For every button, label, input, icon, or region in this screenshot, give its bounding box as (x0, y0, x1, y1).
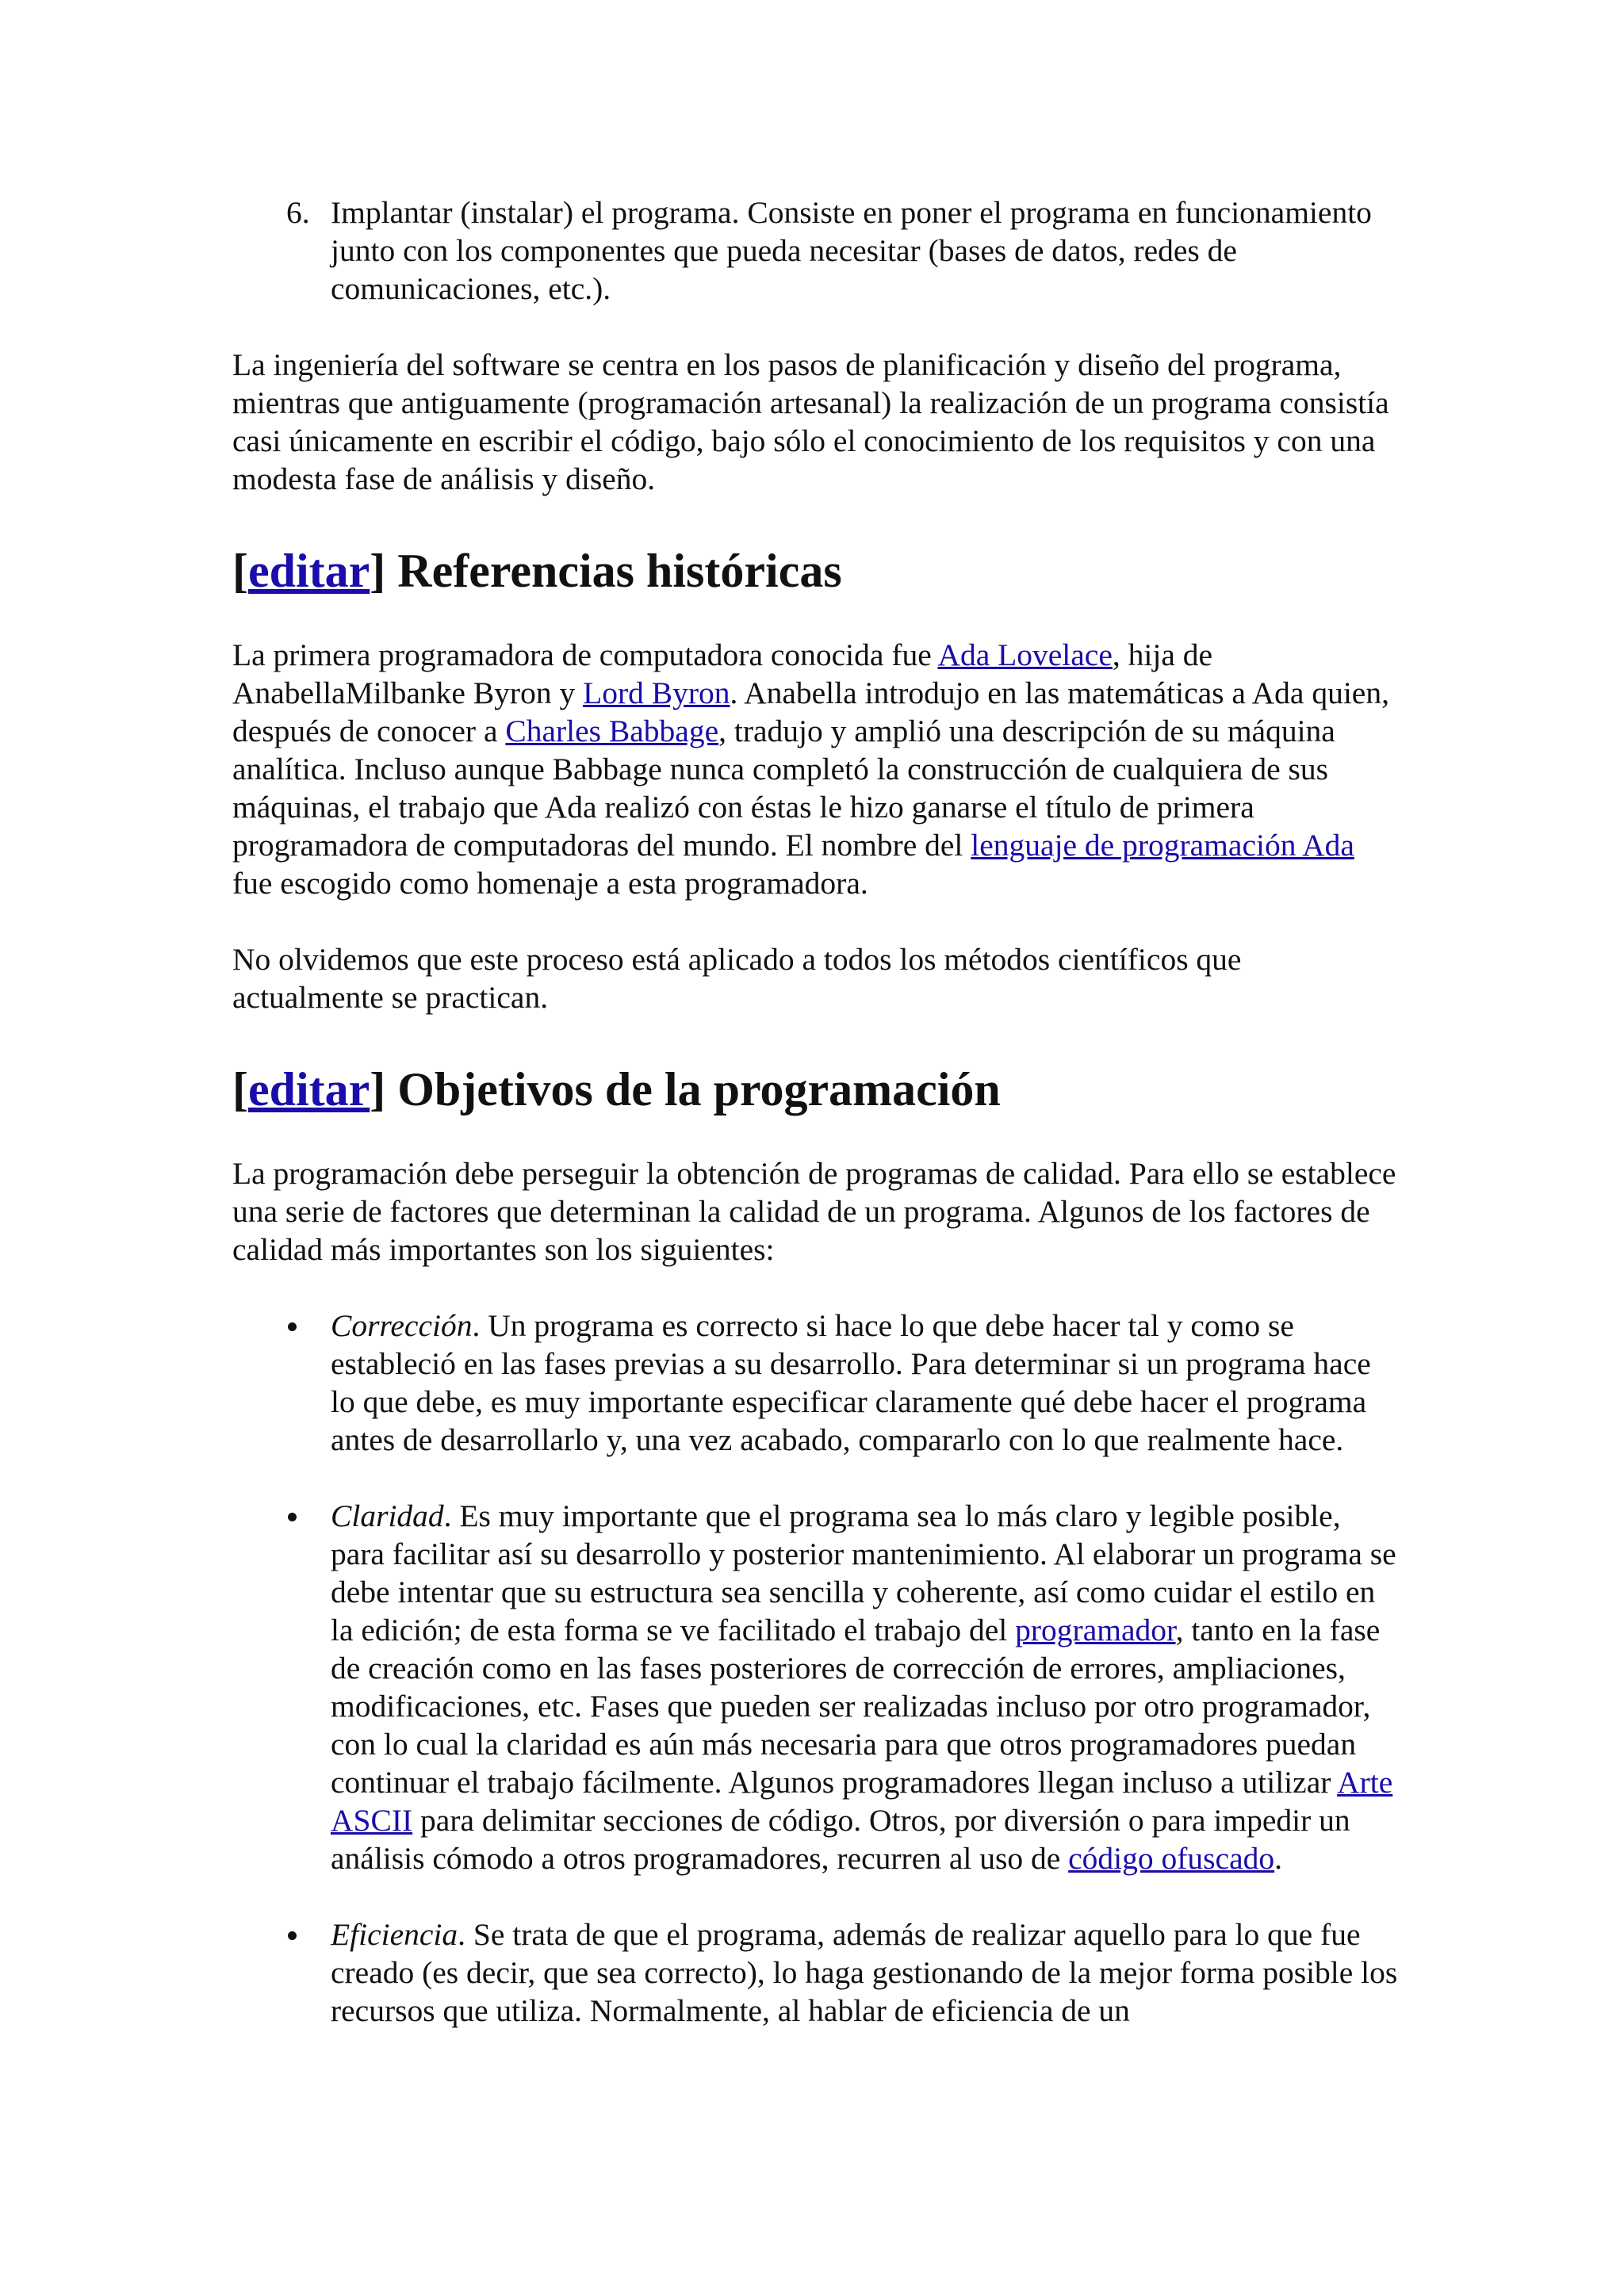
heading-title: Referencias históricas (385, 545, 842, 597)
paragraph-olvidemos: No olvidemos que este proceso está aplicado a todos los métodos científicos que actualmente se practican. (232, 942, 1242, 1015)
text-run: para delimitar secciones de código. Otros, por diversión o para impedir un análisis cómodo a otros programadores, recurren al uso de (331, 1803, 1350, 1876)
paragraph-ingenieria: La ingeniería del software se centra en los pasos de planificación y diseño del programa, mientras que antiguamente (programación artesanal) la realización de un programa consistía casi únicamente en escribir el código, bajo sólo el conocimiento de los requisitos y con una modesta fase de análisis y diseño. (232, 347, 1389, 496)
text-run: , hija de AnabellaMilbanke Byron y (232, 637, 1213, 710)
bullet-term: Eficiencia (331, 1917, 458, 1952)
edit-link-objetivos[interactable]: editar (247, 1063, 370, 1115)
list-item-text: Implantar (instalar) el programa. Consiste en poner el programa en funcionamiento junto con los componentes que pueda necesitar (bases de datos, redes de comunicaciones, etc.). (331, 195, 1372, 306)
list-number-text: 6. (286, 195, 310, 230)
text-run: . Es muy importante que el programa sea lo más claro y legible posible, para facilitar así su desarrollo y posterior mantenimiento. Al elaborar un programa se debe intentar que su estructura sea sencilla y coherente, así como cuidar el estilo en la edición; de esta forma se ve facilitado el trabajo del (331, 1498, 1396, 1647)
text-run: . Un programa es correcto si hace lo que debe hacer tal y como se estableció en las fases previas a su desarrollo. Para determinar si un programa hace lo que debe, es muy importante especificar claramente qué debe hacer el programa antes de desarrollarlo y, una vez acabado, compararlo con lo que realmente hace. (331, 1308, 1371, 1457)
text-run: . Se trata de que el programa, además de realizar aquello para lo que fue creado (es decir, que sea correcto), lo haga gestionando de la mejor forma posible los recursos que utiliza. Normalmente, al hablar de eficiencia de un (331, 1917, 1398, 2028)
bullet-item-claridad (232, 1497, 1398, 1877)
link-codigo-ofuscado[interactable]: código ofuscado (1068, 1841, 1275, 1876)
bracket-open: [ (232, 545, 248, 597)
link-ada-lovelace[interactable]: Ada Lovelace (937, 637, 1113, 672)
bracket-open: [ (232, 1063, 248, 1115)
edit-link-referencias[interactable]: editar (247, 545, 370, 597)
paragraph-calidad: La programación debe perseguir la obtención de programas de calidad. Para ello se establece una serie de factores que determinan la calidad de un programa. Algunos de los factores de calidad más importantes son los siguientes: (232, 1156, 1396, 1267)
bracket-close: ] (370, 545, 386, 597)
heading-objetivos-programacion (232, 1061, 1398, 1118)
text-run: fue escogido como homenaje a esta programadora. (232, 866, 868, 901)
link-lenguaje-ada[interactable]: lenguaje de programación Ada (971, 828, 1354, 863)
link-lord-byron[interactable]: Lord Byron (583, 675, 730, 710)
link-programador[interactable]: programador (1015, 1613, 1176, 1647)
link-charles-babbage[interactable]: Charles Babbage (505, 714, 719, 748)
numbered-list-item-6 (232, 193, 1398, 308)
bullet-text (331, 1497, 1398, 1877)
bullet-text (331, 1307, 1398, 1459)
bullet-dot-icon (232, 1915, 331, 2030)
text-run: , tradujo y amplió una descripción de su máquina analítica. Incluso aunque Babbage nunca completó la construcción de cualquiera de sus máquinas, el trabajo que Ada realizó con éstas le hizo ganarse el título de primera programadora de computadoras del mundo. El nombre del (232, 714, 1335, 863)
bullet-item-eficiencia (232, 1915, 1398, 2030)
paragraph-ada-lovelace (232, 636, 1398, 902)
bullet-dot-icon (232, 1497, 331, 1877)
bullet-text (331, 1915, 1398, 2030)
text-run: , tanto en la fase de creación como en las fases posteriores de corrección de errores, ampliaciones, modificaciones, etc. Fases que pueden ser realizadas incluso por otro programador, con lo cual la claridad es aún más necesaria para que otros programadores puedan continuar el trabajo fácilmente. Algunos programadores llegan incluso a utilizar (331, 1613, 1381, 1800)
bullet-dot-icon (232, 1307, 331, 1459)
list-number (232, 193, 331, 308)
text-run: . Anabella introdujo en las matemáticas a Ada quien, después de conocer a (232, 675, 1389, 748)
heading-referencias-historicas (232, 542, 1398, 599)
bullet-item-correccion (232, 1307, 1398, 1459)
text-run: La primera programadora de computadora conocida fue (232, 637, 938, 672)
bullet-term: Claridad (331, 1498, 444, 1533)
heading-title: Objetivos de la programación (385, 1063, 1001, 1115)
text-run: . (1274, 1841, 1282, 1876)
document-content (232, 193, 1398, 2030)
bullet-term: Corrección (331, 1308, 473, 1343)
link-arte-ascii[interactable]: Arte ASCII (331, 1765, 1393, 1838)
bracket-close: ] (370, 1063, 386, 1115)
